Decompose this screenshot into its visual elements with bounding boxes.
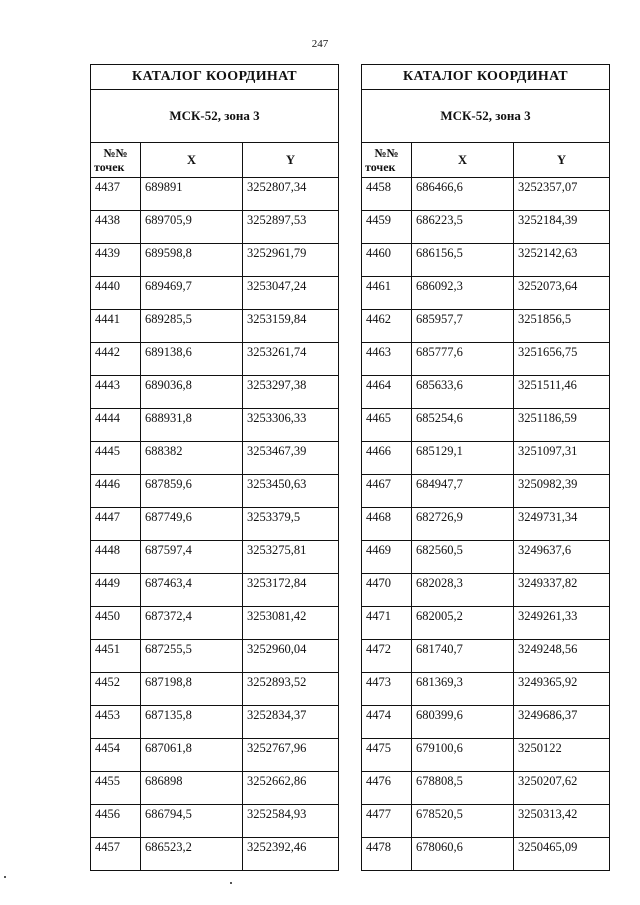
- table-body: [91, 178, 339, 871]
- x-coordinate-cell: 689138,6: [141, 343, 243, 376]
- x-coordinate-cell: 687135,8: [141, 706, 243, 739]
- x-coordinate-cell: 686092,3: [412, 277, 514, 310]
- y-coordinate-cell: 3252834,37: [243, 706, 339, 739]
- point-number-cell: 4477: [362, 805, 412, 838]
- point-number-cell: 4438: [91, 211, 141, 244]
- y-coordinate-cell: 3252960,04: [243, 640, 339, 673]
- table-row: [362, 706, 610, 739]
- x-coordinate-cell: 689469,7: [141, 277, 243, 310]
- point-number-cell: 4439: [91, 244, 141, 277]
- x-coordinate-cell: 687061,8: [141, 739, 243, 772]
- table-row: [91, 211, 339, 244]
- point-number-cell: 4470: [362, 574, 412, 607]
- table-row: [362, 640, 610, 673]
- x-coordinate-cell: 688382: [141, 442, 243, 475]
- table-row: [362, 475, 610, 508]
- point-number-cell: 4459: [362, 211, 412, 244]
- point-number-cell: 4475: [362, 739, 412, 772]
- page-number: 247: [311, 38, 329, 50]
- point-number-cell: 4457: [91, 838, 141, 871]
- x-coordinate-cell: 681369,3: [412, 673, 514, 706]
- point-number-cell: 4463: [362, 343, 412, 376]
- y-coordinate-cell: 3253047,24: [243, 277, 339, 310]
- point-number-cell: 4448: [91, 541, 141, 574]
- column-header-x: X: [141, 143, 243, 178]
- table-row: [91, 178, 339, 211]
- point-number-cell: 4472: [362, 640, 412, 673]
- y-coordinate-cell: 3251656,75: [514, 343, 610, 376]
- point-number-cell: 4441: [91, 310, 141, 343]
- y-coordinate-cell: 3249686,37: [514, 706, 610, 739]
- x-coordinate-cell: 679100,6: [412, 739, 514, 772]
- y-coordinate-cell: 3252073,64: [514, 277, 610, 310]
- table-row: [362, 574, 610, 607]
- point-number-cell: 4478: [362, 838, 412, 871]
- table-row: [91, 508, 339, 541]
- x-coordinate-cell: 685777,6: [412, 343, 514, 376]
- catalog-title: КАТАЛОГ КООРДИНАТ: [362, 65, 610, 90]
- point-number-cell: 4455: [91, 772, 141, 805]
- x-coordinate-cell: 687255,5: [141, 640, 243, 673]
- point-number-cell: 4474: [362, 706, 412, 739]
- x-coordinate-cell: 688931,8: [141, 409, 243, 442]
- catalog-subtitle: МСК-52, зона 3: [362, 90, 610, 143]
- y-coordinate-cell: 3252142,63: [514, 244, 610, 277]
- y-coordinate-cell: 3250465,09: [514, 838, 610, 871]
- table-row: [362, 178, 610, 211]
- table-row: [362, 739, 610, 772]
- catalog-subtitle: МСК-52, зона 3: [91, 90, 339, 143]
- table-row: [362, 772, 610, 805]
- point-number-cell: 4449: [91, 574, 141, 607]
- table-body: [362, 178, 610, 871]
- table-row: [91, 310, 339, 343]
- table-row: [362, 310, 610, 343]
- point-number-cell: 4471: [362, 607, 412, 640]
- x-coordinate-cell: 685129,1: [412, 442, 514, 475]
- y-coordinate-cell: 3252184,39: [514, 211, 610, 244]
- y-coordinate-cell: 3253275,81: [243, 541, 339, 574]
- y-coordinate-cell: 3252767,96: [243, 739, 339, 772]
- y-coordinate-cell: 3249731,34: [514, 508, 610, 541]
- x-coordinate-cell: 685957,7: [412, 310, 514, 343]
- table-row: [91, 376, 339, 409]
- table-row: [362, 508, 610, 541]
- catalog-title: КАТАЛОГ КООРДИНАТ: [91, 65, 339, 90]
- point-number-cell: 4446: [91, 475, 141, 508]
- y-coordinate-cell: 3250313,42: [514, 805, 610, 838]
- table-row: [91, 805, 339, 838]
- y-coordinate-cell: 3252357,07: [514, 178, 610, 211]
- point-number-cell: 4476: [362, 772, 412, 805]
- point-number-cell: 4469: [362, 541, 412, 574]
- table-row: [91, 277, 339, 310]
- point-number-cell: 4467: [362, 475, 412, 508]
- point-number-cell: 4442: [91, 343, 141, 376]
- point-number-cell: 4464: [362, 376, 412, 409]
- table-row: [91, 343, 339, 376]
- x-coordinate-cell: 686898: [141, 772, 243, 805]
- x-coordinate-cell: 678520,5: [412, 805, 514, 838]
- y-coordinate-cell: 3252961,79: [243, 244, 339, 277]
- y-coordinate-cell: 3253081,42: [243, 607, 339, 640]
- point-number-cell: 4453: [91, 706, 141, 739]
- point-number-cell: 4451: [91, 640, 141, 673]
- y-coordinate-cell: 3253379,5: [243, 508, 339, 541]
- table-row: [91, 706, 339, 739]
- x-coordinate-cell: 685254,6: [412, 409, 514, 442]
- point-number-cell: 4458: [362, 178, 412, 211]
- y-coordinate-cell: 3253450,63: [243, 475, 339, 508]
- y-coordinate-cell: 3250207,62: [514, 772, 610, 805]
- x-coordinate-cell: 687463,4: [141, 574, 243, 607]
- table-row: [362, 607, 610, 640]
- point-number-cell: 4466: [362, 442, 412, 475]
- column-header-point-number: №№ точек: [91, 143, 141, 178]
- table-row: [362, 211, 610, 244]
- point-number-cell: 4450: [91, 607, 141, 640]
- x-coordinate-cell: 680399,6: [412, 706, 514, 739]
- x-coordinate-cell: 678060,6: [412, 838, 514, 871]
- y-coordinate-cell: 3253467,39: [243, 442, 339, 475]
- point-number-cell: 4462: [362, 310, 412, 343]
- table-row: [362, 376, 610, 409]
- y-coordinate-cell: 3253297,38: [243, 376, 339, 409]
- x-coordinate-cell: 684947,7: [412, 475, 514, 508]
- table-row: [362, 805, 610, 838]
- table-row: [362, 409, 610, 442]
- point-number-cell: 4445: [91, 442, 141, 475]
- table-row: [362, 343, 610, 376]
- table-row: [362, 838, 610, 871]
- y-coordinate-cell: 3251186,59: [514, 409, 610, 442]
- table-row: [91, 673, 339, 706]
- point-number-cell: 4454: [91, 739, 141, 772]
- y-coordinate-cell: 3253159,84: [243, 310, 339, 343]
- x-coordinate-cell: 686466,6: [412, 178, 514, 211]
- point-number-cell: 4444: [91, 409, 141, 442]
- y-coordinate-cell: 3253261,74: [243, 343, 339, 376]
- y-coordinate-cell: 3252807,34: [243, 178, 339, 211]
- point-number-cell: 4465: [362, 409, 412, 442]
- table-row: [91, 772, 339, 805]
- y-coordinate-cell: 3249261,33: [514, 607, 610, 640]
- y-coordinate-cell: 3251856,5: [514, 310, 610, 343]
- table-row: [91, 442, 339, 475]
- x-coordinate-cell: 678808,5: [412, 772, 514, 805]
- y-coordinate-cell: 3252662,86: [243, 772, 339, 805]
- point-number-cell: 4437: [91, 178, 141, 211]
- table-row: [91, 607, 339, 640]
- table-row: [362, 673, 610, 706]
- table-row: [91, 739, 339, 772]
- x-coordinate-cell: 689705,9: [141, 211, 243, 244]
- y-coordinate-cell: 3249248,56: [514, 640, 610, 673]
- column-header-y: Y: [514, 143, 610, 178]
- y-coordinate-cell: 3252392,46: [243, 838, 339, 871]
- y-coordinate-cell: 3253306,33: [243, 409, 339, 442]
- x-coordinate-cell: 687859,6: [141, 475, 243, 508]
- scan-speck: [4, 876, 6, 878]
- x-coordinate-cell: 682726,9: [412, 508, 514, 541]
- x-coordinate-cell: 682028,3: [412, 574, 514, 607]
- y-coordinate-cell: 3252893,52: [243, 673, 339, 706]
- point-number-cell: 4473: [362, 673, 412, 706]
- x-coordinate-cell: 687597,4: [141, 541, 243, 574]
- y-coordinate-cell: 3252584,93: [243, 805, 339, 838]
- point-number-cell: 4461: [362, 277, 412, 310]
- coordinate-catalog-left: [90, 64, 339, 871]
- table-row: [362, 442, 610, 475]
- coordinate-catalog-right: [361, 64, 610, 871]
- x-coordinate-cell: 686223,5: [412, 211, 514, 244]
- table-row: [91, 640, 339, 673]
- table-row: [362, 244, 610, 277]
- point-number-cell: 4440: [91, 277, 141, 310]
- point-number-cell: 4456: [91, 805, 141, 838]
- table-row: [91, 409, 339, 442]
- point-number-cell: 4443: [91, 376, 141, 409]
- point-number-cell: 4468: [362, 508, 412, 541]
- table-row: [91, 475, 339, 508]
- y-coordinate-cell: 3249637,6: [514, 541, 610, 574]
- table-row: [91, 541, 339, 574]
- y-coordinate-cell: 3250982,39: [514, 475, 610, 508]
- y-coordinate-cell: 3249365,92: [514, 673, 610, 706]
- y-coordinate-cell: 3251097,31: [514, 442, 610, 475]
- y-coordinate-cell: 3253172,84: [243, 574, 339, 607]
- scan-speck: [230, 882, 232, 884]
- x-coordinate-cell: 687198,8: [141, 673, 243, 706]
- x-coordinate-cell: 689891: [141, 178, 243, 211]
- table-row: [91, 838, 339, 871]
- x-coordinate-cell: 689036,8: [141, 376, 243, 409]
- y-coordinate-cell: 3250122: [514, 739, 610, 772]
- table-row: [362, 541, 610, 574]
- x-coordinate-cell: 685633,6: [412, 376, 514, 409]
- table-row: [91, 244, 339, 277]
- y-coordinate-cell: 3252897,53: [243, 211, 339, 244]
- x-coordinate-cell: 689598,8: [141, 244, 243, 277]
- point-number-cell: 4452: [91, 673, 141, 706]
- column-header-x: X: [412, 143, 514, 178]
- x-coordinate-cell: 686156,5: [412, 244, 514, 277]
- x-coordinate-cell: 689285,5: [141, 310, 243, 343]
- x-coordinate-cell: 681740,7: [412, 640, 514, 673]
- table-row: [91, 574, 339, 607]
- x-coordinate-cell: 682560,5: [412, 541, 514, 574]
- x-coordinate-cell: 682005,2: [412, 607, 514, 640]
- y-coordinate-cell: 3249337,82: [514, 574, 610, 607]
- x-coordinate-cell: 686794,5: [141, 805, 243, 838]
- column-header-point-number: №№ точек: [362, 143, 412, 178]
- table-row: [362, 277, 610, 310]
- point-number-cell: 4460: [362, 244, 412, 277]
- x-coordinate-cell: 687372,4: [141, 607, 243, 640]
- point-number-cell: 4447: [91, 508, 141, 541]
- x-coordinate-cell: 687749,6: [141, 508, 243, 541]
- y-coordinate-cell: 3251511,46: [514, 376, 610, 409]
- x-coordinate-cell: 686523,2: [141, 838, 243, 871]
- column-header-y: Y: [243, 143, 339, 178]
